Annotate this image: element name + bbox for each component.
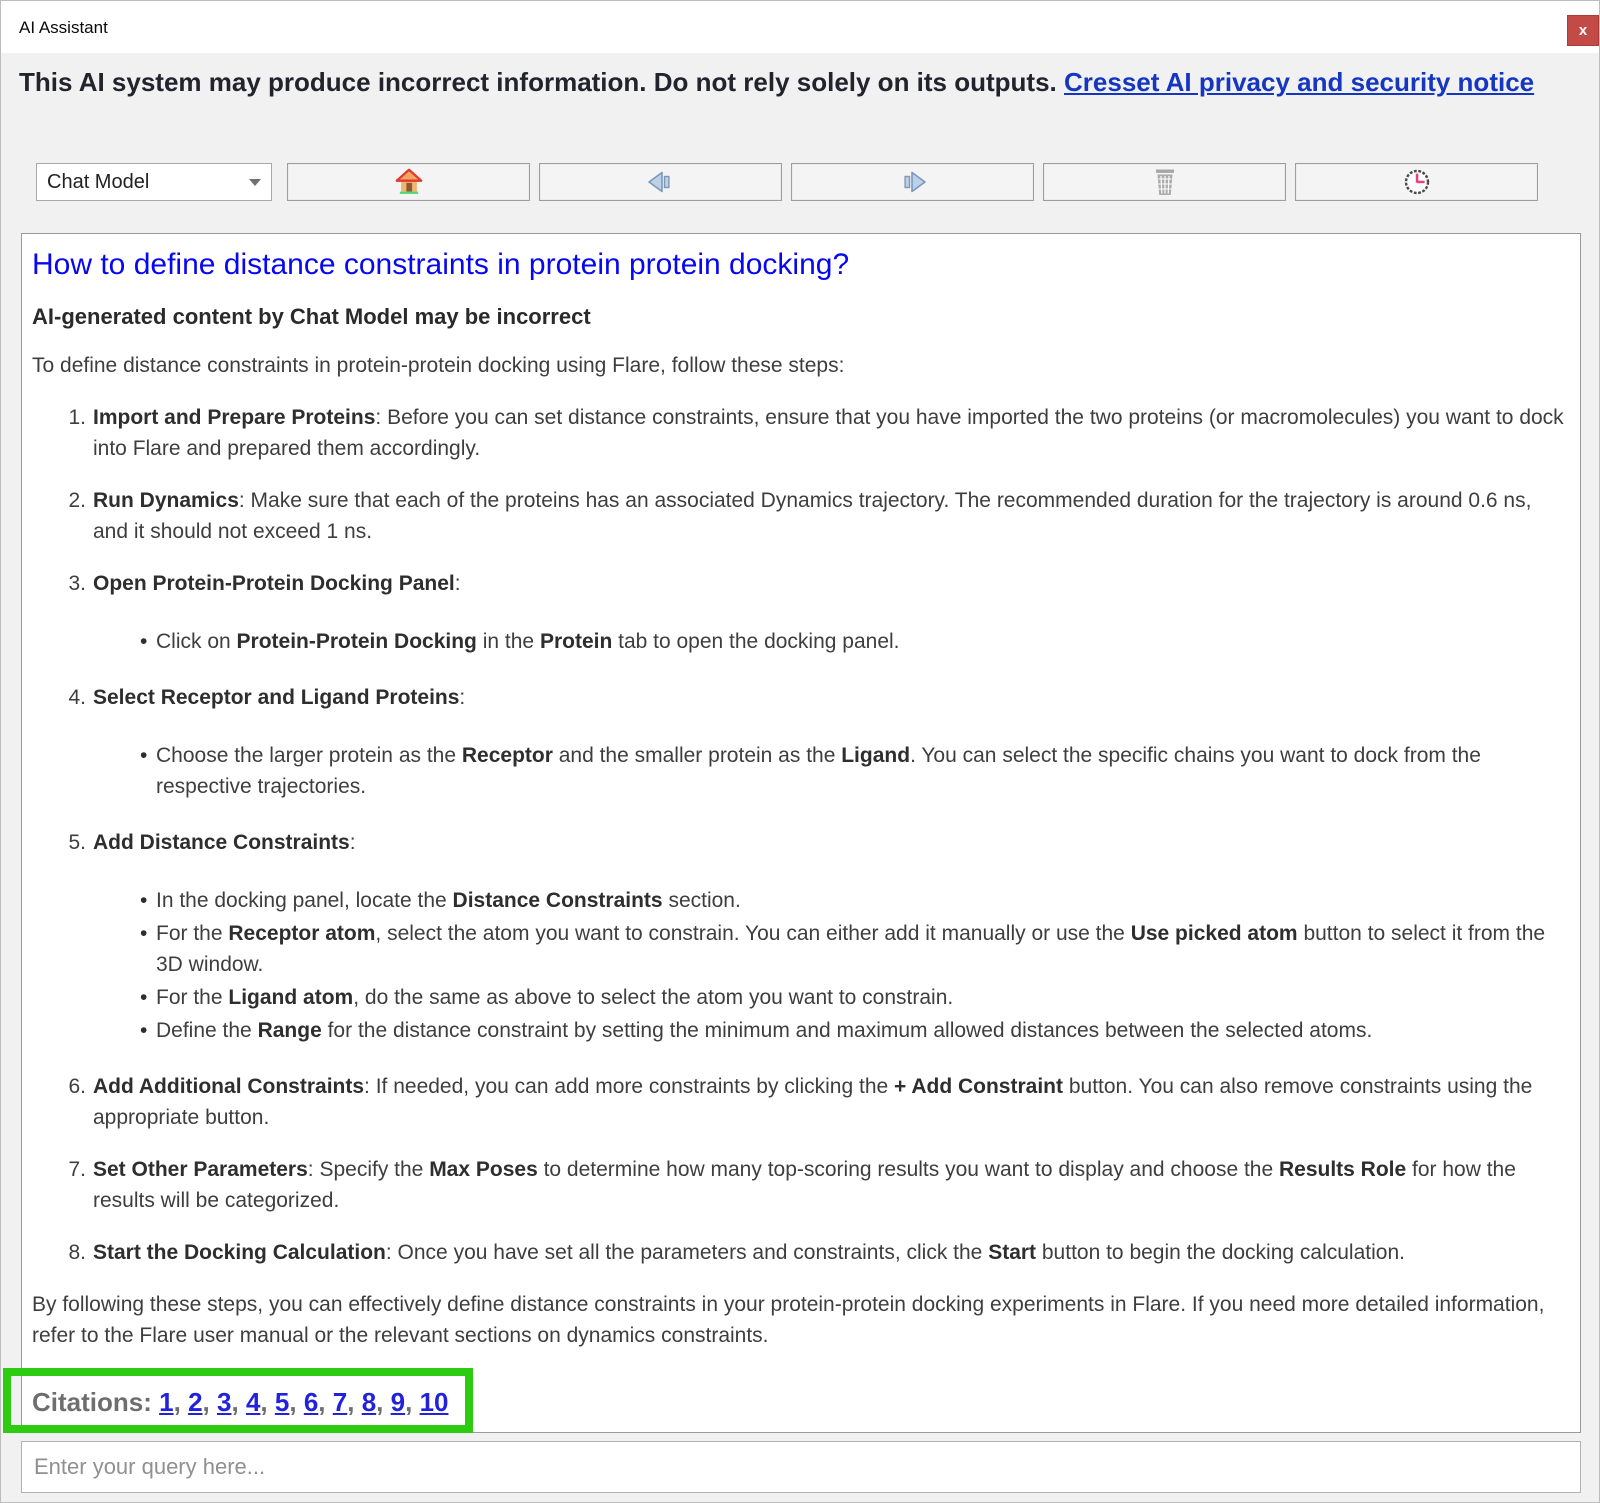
citation-link-1[interactable]: 1	[159, 1387, 174, 1417]
step-number: 6.	[68, 1075, 86, 1098]
history-button[interactable]	[1295, 163, 1538, 201]
ai-content-disclaimer: AI-generated content by Chat Model may be incorrect	[32, 304, 591, 329]
step-item	[32, 568, 1570, 661]
step-forward-icon	[898, 170, 928, 194]
step-text: Add Additional Constraints: If needed, you can add more constraints by clicking the + Add Constraint button. You can also remove constraints using the appropriate button.	[93, 1075, 1533, 1129]
bullet-item	[140, 918, 1570, 980]
step-text: Add Distance Constraints: • In the docking panel, locate the Distance Constraints section. • For the Receptor atom, select the atom you want to constrain. You can either add it manually or use the Use picked atom button to select it from the 3D window. • For the Ligand atom, do the same as above to select the atom you want to constrain. • Define the Range for the distance constraint by setting the minimum and maximum allowed distances between the selected atoms.	[93, 827, 1570, 1050]
step-bullets	[140, 740, 1570, 802]
bullet-dot: •	[140, 1019, 148, 1042]
close-button[interactable]: x	[1567, 15, 1599, 46]
step-item	[32, 1237, 1570, 1268]
bullet-item	[140, 982, 1570, 1013]
step-back-icon	[646, 170, 676, 194]
step-number: 4.	[68, 686, 86, 709]
step-bullets	[140, 626, 1570, 657]
bullet-item	[140, 626, 1570, 657]
step-item	[32, 827, 1570, 1050]
disclaimer-text: This AI system may produce incorrect information. Do not rely solely on its outputs.	[19, 67, 1057, 97]
bullet-text: Define the Range for the distance constraint by setting the minimum and maximum allowed distances between the selected atoms.	[156, 1019, 1373, 1042]
bullet-text: In the docking panel, locate the Distance Constraints section.	[156, 889, 741, 912]
bullet-item	[140, 885, 1570, 916]
step-number: 7.	[68, 1158, 86, 1181]
step-bullets	[140, 885, 1570, 1046]
next-button[interactable]	[791, 163, 1034, 201]
chevron-down-icon	[249, 179, 261, 186]
citation-links: 1, 2, 3, 4, 5, 6, 7, 8, 9, 10	[159, 1387, 449, 1417]
step-text: Select Receptor and Ligand Proteins: • Choose the larger protein as the Receptor and the smaller protein as the Ligand. You can select the specific chains you want to dock from the respective trajectories.	[93, 682, 1570, 806]
bullet-text: Choose the larger protein as the Receptor and the smaller protein as the Ligand. You can select the specific chains you want to dock from the respective trajectories.	[156, 744, 1481, 798]
bullet-dot: •	[140, 986, 148, 1009]
window-title: AI Assistant	[19, 18, 108, 37]
trash-icon	[1153, 168, 1177, 196]
step-item	[32, 1154, 1570, 1216]
bullet-text: For the Receptor atom, select the atom you want to constrain. You can either add it manually or use the Use picked atom button to select it from the 3D window.	[156, 922, 1546, 976]
step-number: 1.	[68, 406, 86, 429]
ai-disclaimer-banner	[19, 65, 1559, 99]
answer-steps-list	[32, 402, 1570, 1268]
privacy-notice-link[interactable]: Cresset AI privacy and security notice	[1064, 67, 1535, 97]
citation-link-2[interactable]: 2	[188, 1387, 203, 1417]
chat-response-panel	[21, 233, 1581, 1433]
citation-link-4[interactable]: 4	[245, 1387, 261, 1417]
clear-chat-button[interactable]	[1043, 163, 1286, 201]
citation-link-3[interactable]: 3	[217, 1387, 232, 1417]
citation-link-9[interactable]: 9	[390, 1387, 406, 1417]
answer-intro: To define distance constraints in protein-protein docking using Flare, follow these steps:	[32, 354, 845, 377]
citation-link-8[interactable]: 8	[361, 1387, 377, 1417]
step-item	[32, 682, 1570, 806]
bullet-text: For the Ligand atom, do the same as above to select the atom you want to constrain.	[156, 986, 954, 1009]
citation-link-6[interactable]: 6	[303, 1387, 319, 1417]
previous-button[interactable]	[539, 163, 782, 201]
step-text: Open Protein-Protein Docking Panel: • Click on Protein-Protein Docking in the Protein tab to open the docking panel.	[93, 568, 1570, 661]
query-input[interactable]	[21, 1441, 1581, 1493]
step-text: Import and Prepare Proteins: Before you can set distance constraints, ensure that you have imported the two proteins (or macromolecules) you want to dock into Flare and prepared them accordingly.	[93, 406, 1564, 460]
step-item	[32, 402, 1570, 464]
step-text: Set Other Parameters: Specify the Max Poses to determine how many top-scoring results you want to display and choose the Results Role for how the results will be categorized.	[93, 1158, 1516, 1212]
citation-link-10[interactable]: 10	[419, 1387, 449, 1417]
bullet-dot: •	[140, 922, 148, 945]
history-clock-icon	[1403, 168, 1431, 196]
chat-model-select[interactable]	[36, 163, 272, 201]
step-text: Run Dynamics: Make sure that each of the proteins has an associated Dynamics trajectory. The recommended duration for the trajectory is around 0.6 ns, and it should not exceed 1 ns.	[93, 489, 1532, 543]
bullet-item	[140, 740, 1570, 802]
home-button[interactable]	[287, 163, 530, 201]
home-icon	[395, 168, 423, 196]
citation-link-7[interactable]: 7	[332, 1387, 348, 1417]
bullet-item	[140, 1015, 1570, 1046]
citations-label: Citations:	[32, 1387, 152, 1417]
step-text: Start the Docking Calculation: Once you have set all the parameters and constraints, click the Start button to begin the docking calculation.	[93, 1241, 1405, 1264]
step-number: 2.	[68, 489, 86, 512]
citations-row	[32, 1387, 448, 1418]
step-item	[32, 485, 1570, 547]
step-number: 8.	[68, 1241, 86, 1264]
title-bar	[1, 1, 1599, 53]
step-item	[32, 1071, 1570, 1133]
step-number: 5.	[68, 831, 86, 854]
chat-model-value: Chat Model	[47, 170, 150, 193]
citation-link-5[interactable]: 5	[274, 1387, 290, 1417]
bullet-text: Click on Protein-Protein Docking in the Protein tab to open the docking panel.	[156, 630, 900, 653]
bullet-dot: •	[140, 630, 148, 653]
bullet-dot: •	[140, 744, 148, 767]
step-number: 3.	[68, 572, 86, 595]
answer-closing: By following these steps, you can effectively define distance constraints in your protein-protein docking experiments in Flare. If you need more detailed information, refer to the Flare user manual or the relevant sections on dynamics constraints.	[32, 1293, 1545, 1347]
bullet-dot: •	[140, 889, 148, 912]
user-question: How to define distance constraints in protein protein docking?	[32, 248, 850, 281]
